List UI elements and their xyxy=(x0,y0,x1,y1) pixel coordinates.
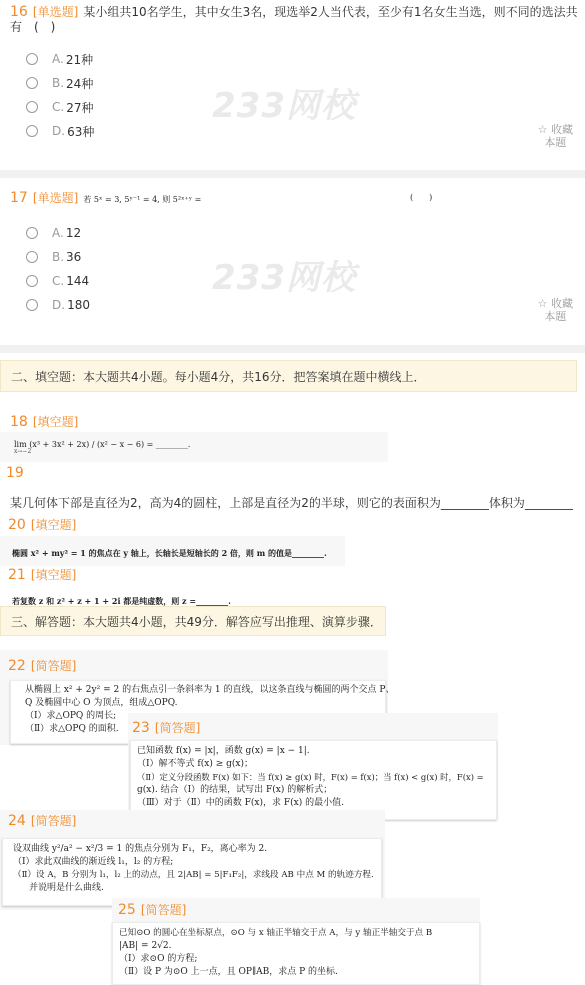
question-text: 某几何体下部是直径为2，高为4的圆柱，上部是直径为2的半球，则它的表面积为________体积为________ xyxy=(10,496,573,510)
radio-button[interactable] xyxy=(26,53,38,65)
question-text-cont: 有 ( ) xyxy=(10,20,56,34)
favorite-button[interactable]: ☆ 收藏 本题 xyxy=(537,297,573,323)
question-type-label: [填空题] xyxy=(30,568,77,582)
question-16 xyxy=(0,0,585,168)
question-type-label: [填空题] xyxy=(32,415,79,429)
radio-button[interactable] xyxy=(26,275,38,287)
option-c[interactable]: C. 27种 xyxy=(26,98,93,116)
question-image: 设双曲线 y²/a² − x²/3 = 1 的焦点分别为 F₁，F₂，离心率为 2. （Ⅰ）求此双曲线的渐近线 l₁，l₂ 的方程; （Ⅱ）设 A，B 分别为 l₁，l₂ 上的动点，且 2|AB| = 5|F₁F₂|，求线段 AB 中点 M 的轨迹方程. 并说明是什么曲线. xyxy=(2,838,382,906)
option-d[interactable]: D. 180 xyxy=(26,296,90,314)
watermark: 233网校 xyxy=(212,258,356,298)
question-type-label: [填空题] xyxy=(30,518,77,532)
question-18-header xyxy=(10,413,78,430)
question-formula: 若 5ˣ = 3, 5ʸ⁻¹ = 4, 则 5²ˣ⁺ʸ = xyxy=(83,195,202,204)
question-type-label: [简答题] xyxy=(154,721,201,735)
option-b[interactable]: B. 36 xyxy=(26,248,81,266)
question-type-label: [单选题] xyxy=(32,191,79,205)
question-number: 16 xyxy=(10,4,28,20)
star-icon: ☆ xyxy=(537,297,548,310)
option-b[interactable]: B. 24种 xyxy=(26,74,93,92)
radio-button[interactable] xyxy=(26,227,38,239)
question-20-header xyxy=(8,516,76,533)
radio-button[interactable] xyxy=(26,101,38,113)
question-image: 已知函数 f(x) = |x|，函数 g(x) = |x − 1|. （Ⅰ）解不等式 f(x) ≥ g(x)； （Ⅱ）定义分段函数 F(x) 如下：当 f(x) ≥ g(x) 时，F(x) = f(x)；当 f(x) < g(x) 时，F(x) = g(x). 结合（Ⅰ）的结果，试写出 F(x) 的解析式； （Ⅲ）对于（Ⅱ）中的函数 F(x)，求 F(x) 的最小值. xyxy=(130,740,497,820)
radio-button[interactable] xyxy=(26,77,38,89)
explain-link[interactable]: 本题 xyxy=(544,310,567,323)
question-number: 24 xyxy=(8,813,26,829)
question-25-header xyxy=(118,901,186,918)
option-d[interactable]: D. 63种 xyxy=(26,122,94,140)
question-type-label: [简答题] xyxy=(30,814,77,828)
favorite-button[interactable]: ☆ 收藏 本题 xyxy=(537,123,573,149)
question-formula: 椭圆 x² + my² = 1 的焦点在 y 轴上，长轴长是短轴长的 2 倍，则 m 的值是________. xyxy=(12,548,327,558)
question-image: 已知⊙O 的圆心在坐标原点，⊙O 与 x 轴正半轴交于点 A，与 y 轴正半轴交于点 B |AB| = 2√2. （Ⅰ）求⊙O 的方程; （Ⅱ）设 P 为⊙O 上一点，且 OP∥AB，求点 P 的坐标. xyxy=(112,922,480,985)
answer-blank: ( ) xyxy=(410,193,433,202)
question-22-header xyxy=(8,657,76,674)
star-icon: ☆ xyxy=(537,123,548,136)
question-text: 某小组共10名学生，其中女生3名，现选举2人当代表，至少有1名女生当选，则不同的选法共 xyxy=(83,5,578,19)
divider xyxy=(0,170,585,178)
question-number: 25 xyxy=(118,902,136,918)
explain-link[interactable]: 本题 xyxy=(544,136,567,149)
radio-button[interactable] xyxy=(26,251,38,263)
section-heading: 二、填空题：本大题共4小题。每小题4分，共16分．把答案填在题中横线上． xyxy=(0,360,577,392)
question-17 xyxy=(0,180,585,340)
question-formula: lim (x³ + 3x² + 2x) / (x² − x − 6) = ________. x→−2 xyxy=(14,440,191,455)
question-number: 18 xyxy=(10,414,28,430)
question-19-number: 19 xyxy=(6,465,24,481)
question-type-label: [简答题] xyxy=(140,903,187,917)
question-type-label: [简答题] xyxy=(30,659,77,673)
question-23-header xyxy=(132,719,200,736)
question-formula: 若复数 z 和 z² + z + 1 + 2i 都是纯虚数，则 z =________. xyxy=(12,596,231,606)
option-a[interactable]: A. 21种 xyxy=(26,50,93,68)
radio-button[interactable] xyxy=(26,125,38,137)
section-heading: 三、解答题：本大题共4小题，共49分．解答应写出推理、演算步骤． xyxy=(0,606,386,636)
question-24-header xyxy=(8,812,76,829)
radio-button[interactable] xyxy=(26,299,38,311)
question-21-header xyxy=(8,566,76,583)
watermark: 233网校 xyxy=(212,86,356,126)
question-number: 21 xyxy=(8,567,26,583)
question-number: 23 xyxy=(132,720,150,736)
question-image: 从椭圆上 x² + 2y² = 2 的右焦点引一条斜率为 1 的直线，以这条直线与椭圆的两个交点 P、 Q 及椭圆中心 O 为顶点，组成△OPQ. （Ⅰ）求△OPQ 的周长; （Ⅱ）求△OPQ 的面积. xyxy=(10,680,386,744)
option-c[interactable]: C. 144 xyxy=(26,272,89,290)
question-number: 20 xyxy=(8,517,26,533)
question-type-label: [单选题] xyxy=(32,5,79,19)
option-a[interactable]: A. 12 xyxy=(26,224,81,242)
divider xyxy=(0,345,585,353)
question-number: 17 xyxy=(10,190,28,206)
question-number: 22 xyxy=(8,658,26,674)
